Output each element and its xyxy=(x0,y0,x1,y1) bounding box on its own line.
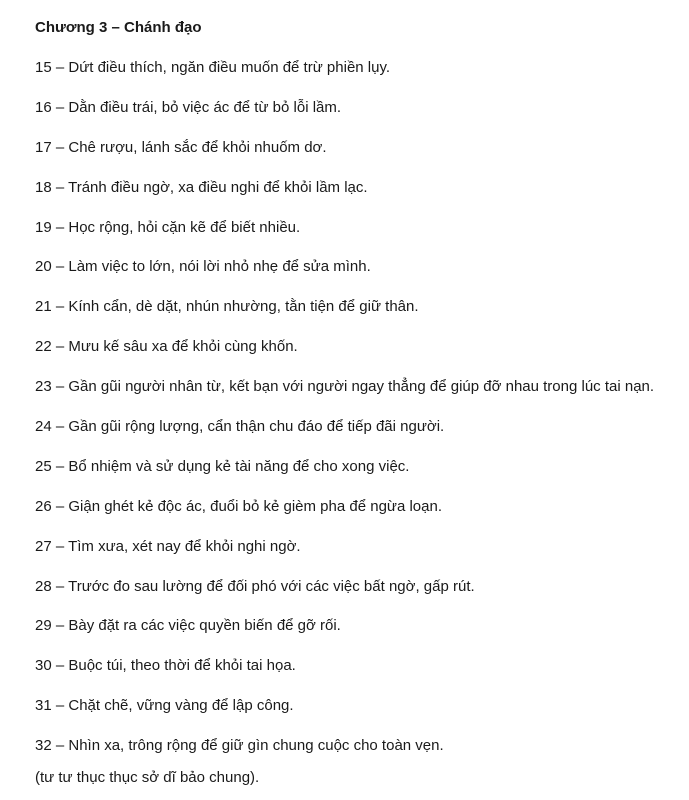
maxim-item: 26 – Giận ghét kẻ độc ác, đuổi bỏ kẻ gièm pha để ngừa loạn. xyxy=(35,497,442,515)
maxim-item: 17 – Chê rượu, lánh sắc để khỏi nhuốm dơ. xyxy=(35,138,327,156)
maxim-item: 22 – Mưu kế sâu xa để khỏi cùng khốn. xyxy=(35,338,298,356)
maxim-item: 18 – Tránh điều ngờ, xa điều nghi để khỏi lầm lạc. xyxy=(35,178,368,196)
maxim-item: 30 – Buộc túi, theo thời để khỏi tai họa. xyxy=(35,657,296,675)
maxim-item: 19 – Học rộng, hỏi cặn kẽ để biết nhiều. xyxy=(35,218,301,236)
chapter-title: Chương 3 – Chánh đạo xyxy=(35,19,202,36)
maxim-item: 20 – Làm việc to lớn, nói lời nhỏ nhẹ để sửa mình. xyxy=(35,258,371,276)
maxim-item: 27 – Tìm xưa, xét nay để khỏi nghi ngờ. xyxy=(35,537,301,555)
maxim-item: 25 – Bổ nhiệm và sử dụng kẻ tài năng để cho xong việc. xyxy=(35,457,410,475)
maxim-item: 32 – Nhìn xa, trông rộng để giữ gìn chung cuộc cho toàn vẹn. xyxy=(35,737,444,755)
footnote: (tư tư thục thục sở dĩ bảo chung). xyxy=(35,769,260,786)
maxim-item: 29 – Bày đặt ra các việc quyền biến để gỡ rối. xyxy=(35,617,341,635)
maxim-item: 28 – Trước đo sau lường để đối phó với các việc bất ngờ, gấp rút. xyxy=(35,577,475,595)
maxim-item: 16 – Dằn điều trái, bỏ việc ác để từ bỏ lỗi lầm. xyxy=(35,98,342,116)
maxim-item: 21 – Kính cẩn, dè dặt, nhún nhường, tằn tiện để giữ thân. xyxy=(35,298,419,316)
maxim-item: 23 – Gần gũi người nhân từ, kết bạn với người ngay thẳng để giúp đỡ nhau trong lúc tai nạn. xyxy=(35,378,655,396)
maxim-item: 24 – Gần gũi rộng lượng, cẩn thận chu đáo để tiếp đãi người. xyxy=(35,418,445,436)
maxim-list xyxy=(35,58,654,776)
maxim-item: 31 – Chặt chẽ, vững vàng để lập công. xyxy=(35,697,294,715)
maxim-item: 15 – Dứt điều thích, ngăn điều muốn để trừ phiền lụy. xyxy=(35,59,391,76)
